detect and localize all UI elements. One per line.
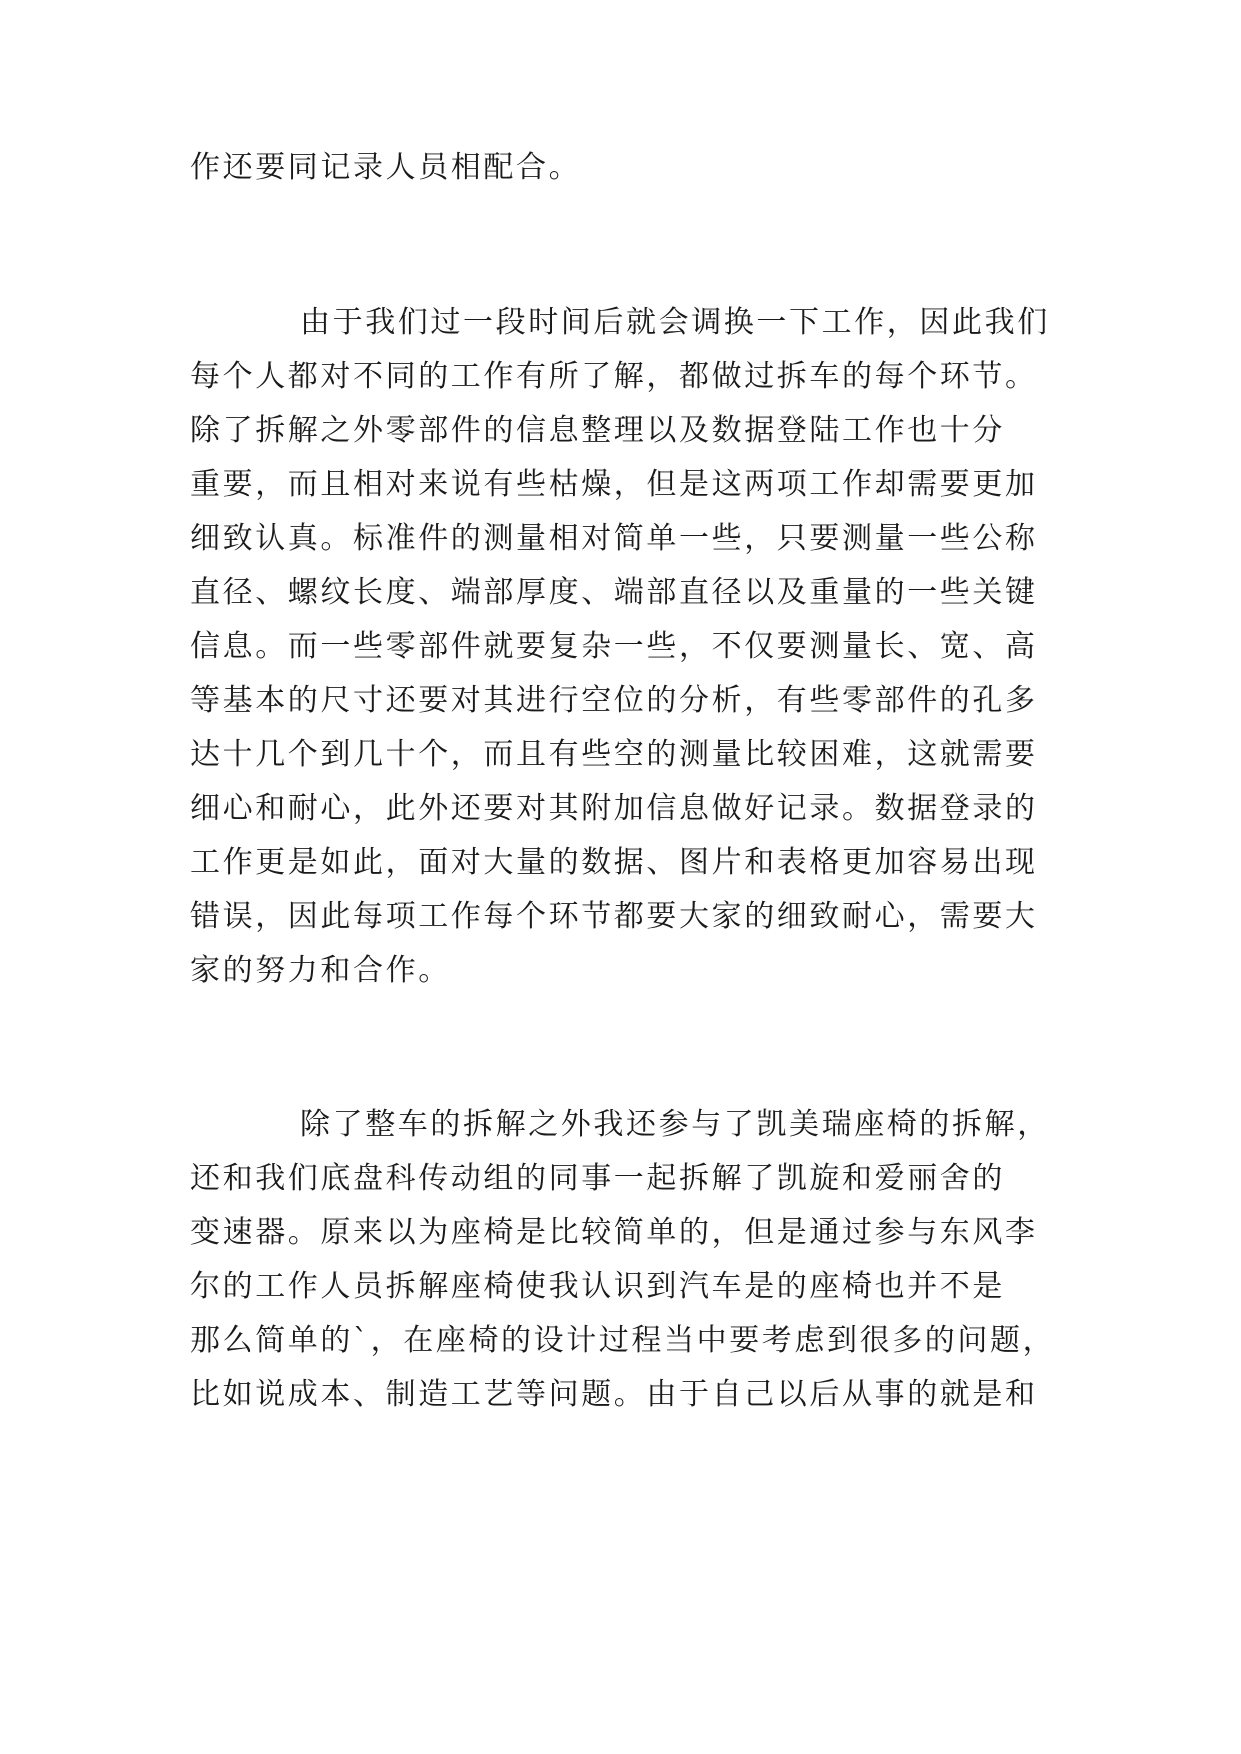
paragraph-line: 变速器。原来以为座椅是比较简单的，但是通过参与东风李 bbox=[190, 1215, 1038, 1250]
paragraph-line: 错误，因此每项工作每个环节都要大家的细致耐心，需要大 bbox=[190, 899, 1038, 934]
paragraph-line: 工作更是如此，面对大量的数据、图片和表格更加容易出现 bbox=[190, 845, 1038, 880]
paragraph-line: 信息。而一些零部件就要复杂一些，不仅要测量长、宽、高 bbox=[190, 629, 1038, 664]
paragraph-line: 尔的工作人员拆解座椅使我认识到汽车是的座椅也并不是 bbox=[190, 1269, 1005, 1304]
paragraph-line: 直径、螺纹长度、端部厚度、端部直径以及重量的一些关键 bbox=[190, 575, 1038, 610]
paragraph-line: 作还要同记录人员相配合。 bbox=[190, 150, 582, 185]
paragraph-line: 等基本的尺寸还要对其进行空位的分析，有些零部件的孔多 bbox=[190, 683, 1038, 718]
paragraph-line: 每个人都对不同的工作有所了解，都做过拆车的每个环节。 bbox=[190, 359, 1038, 394]
paragraph-line: 由于我们过一段时间后就会调换一下工作，因此我们 bbox=[300, 305, 1050, 340]
paragraph-line: 细心和耐心，此外还要对其附加信息做好记录。数据登录的 bbox=[190, 791, 1038, 826]
paragraph-line: 比如说成本、制造工艺等问题。由于自己以后从事的就是和 bbox=[190, 1377, 1038, 1412]
paragraph-line: 细致认真。标准件的测量相对简单一些，只要测量一些公称 bbox=[190, 521, 1038, 556]
paragraph-line: 重要，而且相对来说有些枯燥，但是这两项工作却需要更加 bbox=[190, 467, 1038, 502]
paragraph-line: 除了拆解之外零部件的信息整理以及数据登陆工作也十分 bbox=[190, 413, 1005, 448]
paragraph-line: 还和我们底盘科传动组的同事一起拆解了凯旋和爱丽舍的 bbox=[190, 1161, 1005, 1196]
paragraph-line: 家的努力和合作。 bbox=[190, 953, 451, 988]
paragraph-line: 达十几个到几十个，而且有些空的测量比较困难，这就需要 bbox=[190, 737, 1038, 772]
paragraph-line: 除了整车的拆解之外我还参与了凯美瑞座椅的拆解， bbox=[300, 1107, 1050, 1142]
paragraph-line: 那么简单的`，在座椅的设计过程当中要考虑到很多的问题， bbox=[190, 1323, 1056, 1358]
